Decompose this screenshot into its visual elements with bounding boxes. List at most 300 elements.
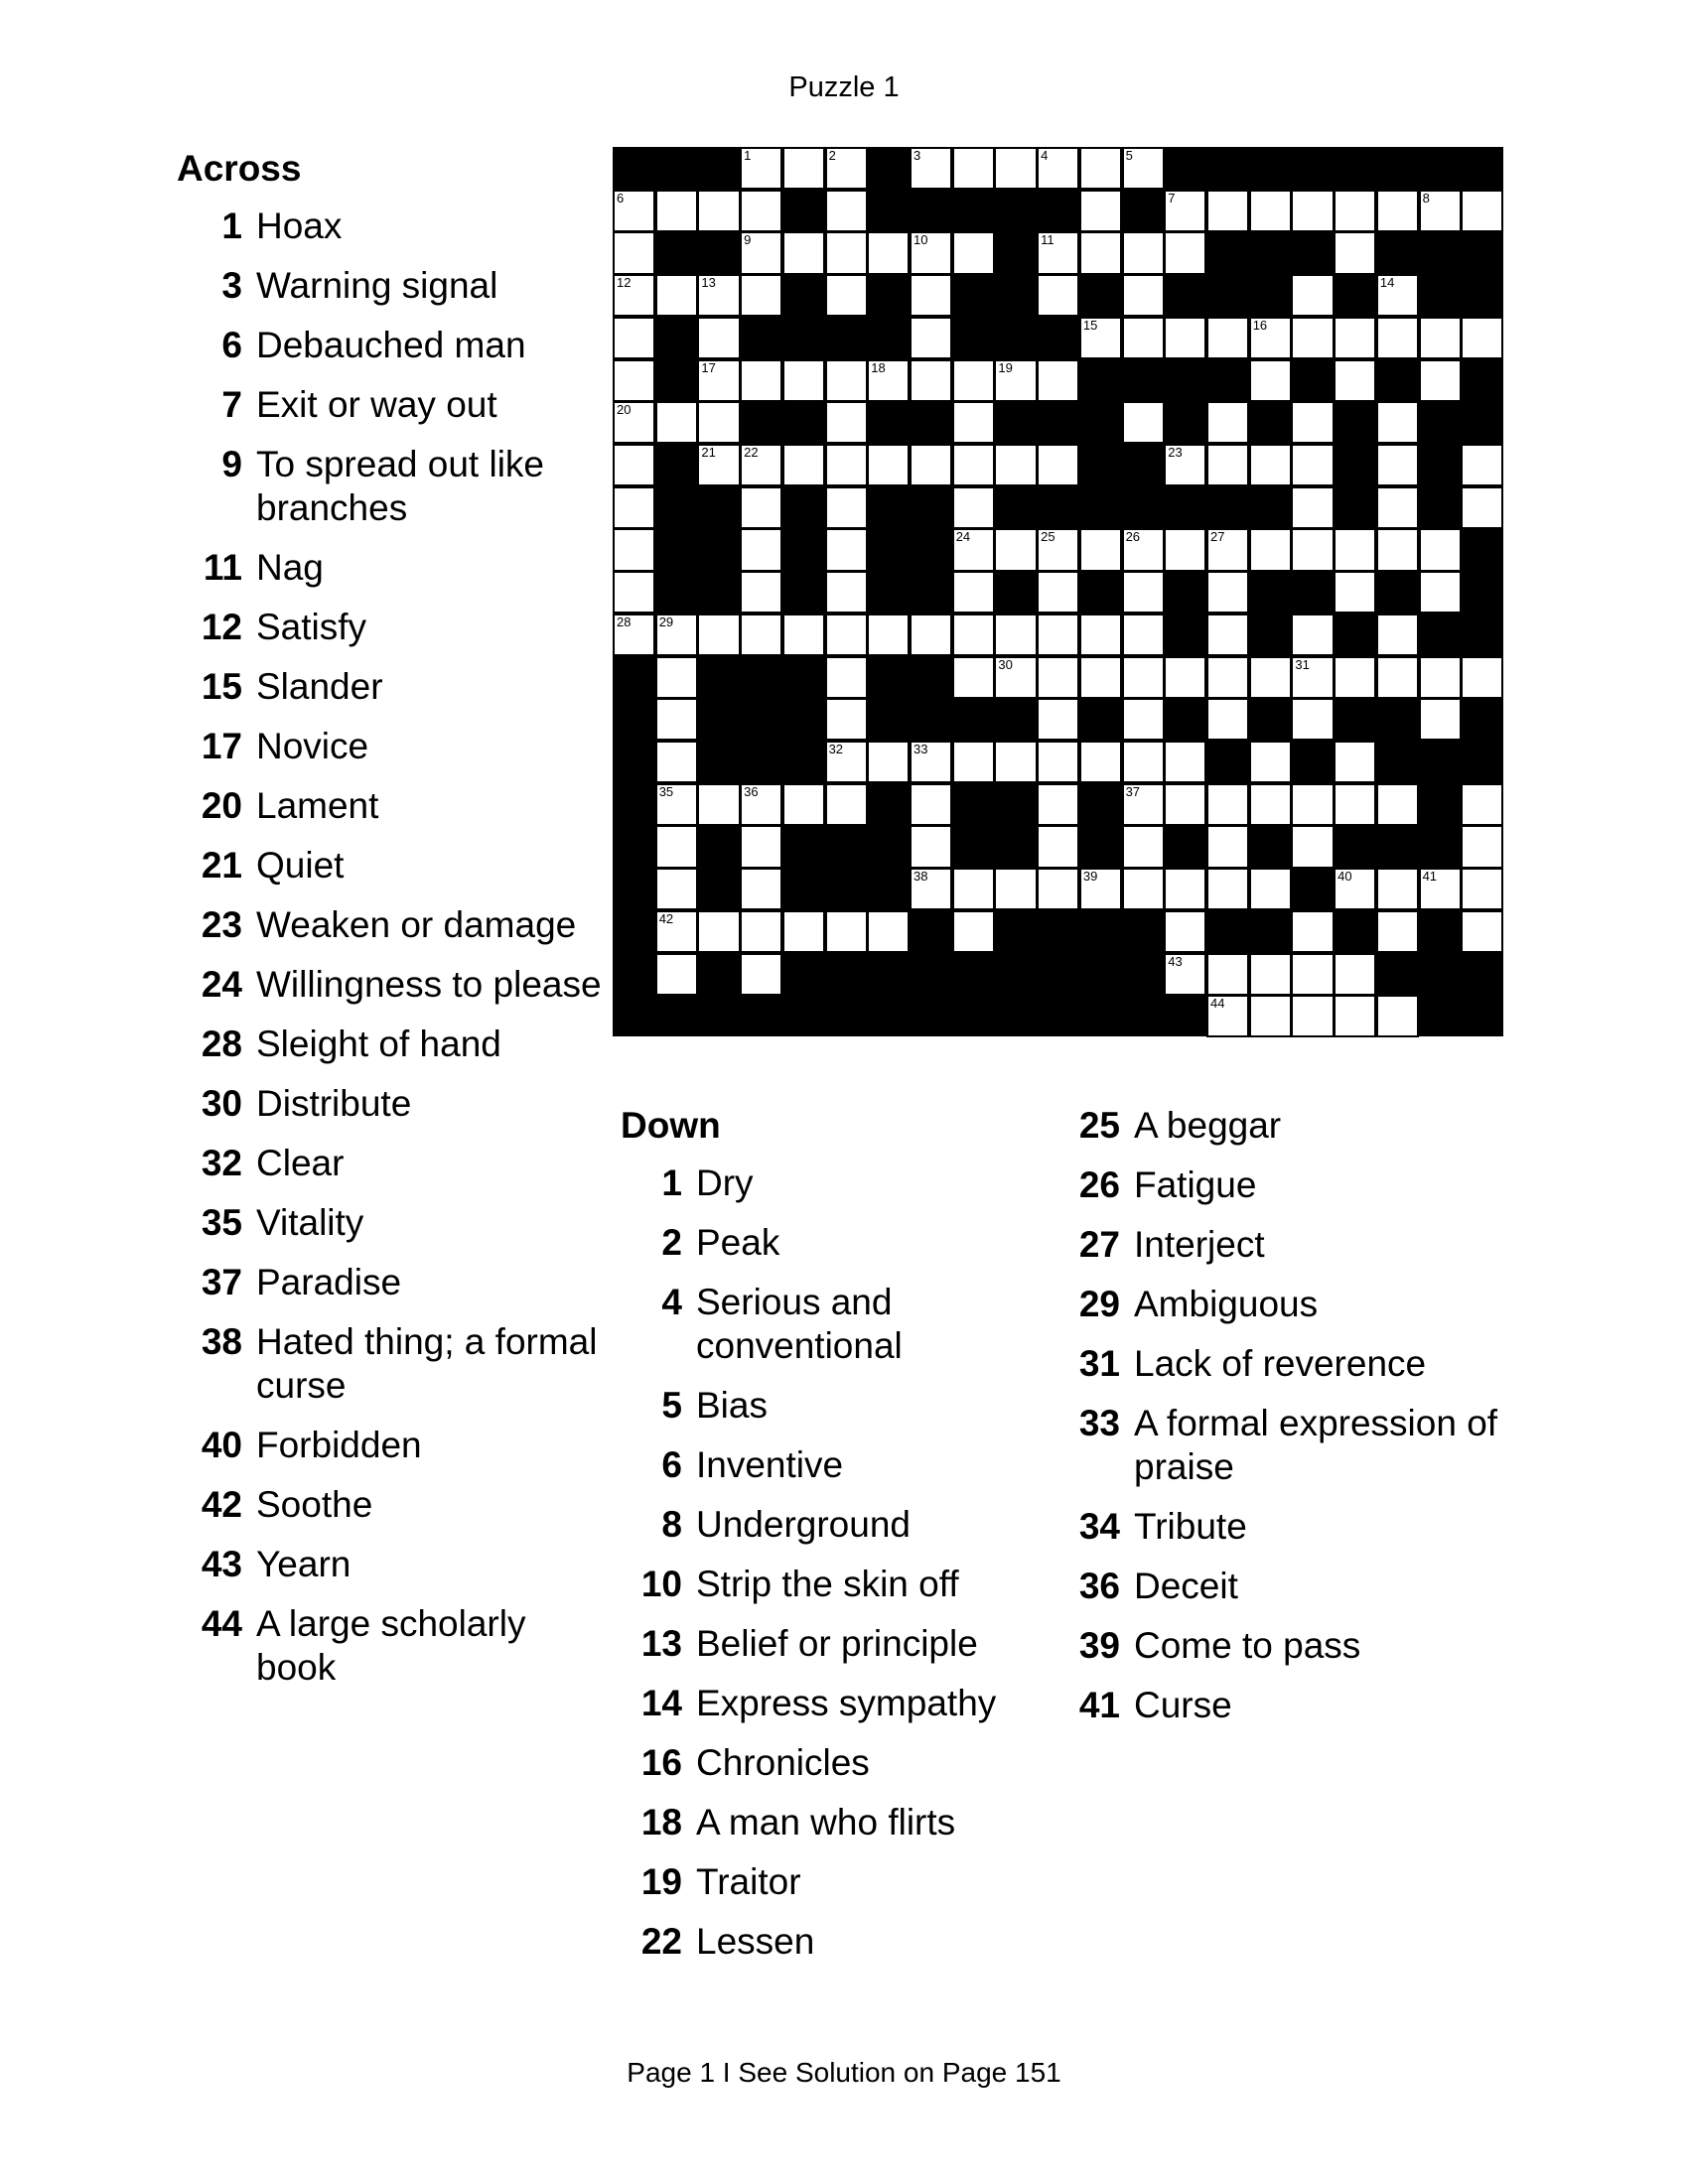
grid-cell[interactable] [740,614,782,656]
grid-cell[interactable] [697,910,740,953]
grid-cell[interactable] [952,147,995,190]
clue-item [187,784,614,828]
grid-cell[interactable] [697,614,740,656]
cell-number: 1 [744,148,752,163]
grid-cell[interactable] [1291,190,1334,232]
grid-cell[interactable] [1334,953,1376,996]
clue-text: Distribute [256,1083,412,1124]
grid-cell[interactable] [1376,783,1419,826]
clue-item [1064,1402,1501,1489]
cell-number: 29 [658,614,674,629]
grid-cell[interactable] [1206,656,1249,699]
grid-cell[interactable] [1122,698,1165,741]
grid-cell[interactable] [655,656,698,699]
grid-cell[interactable] [825,783,868,826]
grid-cell[interactable] [740,825,782,868]
clue-number: 27 [1078,1224,1120,1265]
grid-cell[interactable] [1334,317,1376,359]
grid-cell[interactable] [1164,741,1206,783]
grid-cell[interactable] [613,614,655,656]
grid-cell[interactable] [1334,995,1376,1037]
grid-cell[interactable] [1291,317,1334,359]
grid-cell[interactable] [910,783,952,826]
grid-cell[interactable] [994,741,1037,783]
grid-cell[interactable] [1122,825,1165,868]
clue-text: Nag [256,547,324,588]
grid-cell[interactable] [952,910,995,953]
grid-cell[interactable] [613,317,655,359]
grid-cell[interactable] [1037,783,1079,826]
grid-cell[interactable] [910,317,952,359]
clue-number: 11 [203,547,242,588]
cell-number: 32 [828,742,844,756]
grid-cell[interactable] [1122,656,1165,699]
clue-item [187,1543,614,1586]
grid-cell[interactable] [1122,317,1165,359]
clue-text: Lessen [696,1921,815,1962]
cell-number: 10 [914,232,928,248]
grid-cell[interactable] [952,231,995,274]
grid-cell[interactable] [1461,783,1503,826]
grid-cell[interactable] [740,359,782,402]
grid-cell[interactable] [825,571,868,614]
grid-cell[interactable] [825,486,868,529]
grid-cell[interactable] [1164,783,1206,826]
grid-cell[interactable] [1249,317,1292,359]
grid-cell[interactable] [994,656,1037,699]
clue-number: 13 [640,1623,682,1664]
grid-cell[interactable] [1164,231,1206,274]
grid-cell[interactable] [1249,528,1292,571]
clue-number: 31 [1078,1343,1120,1384]
grid-cell[interactable] [1037,231,1079,274]
grid-cell[interactable] [782,444,825,486]
clue-item [1064,1684,1501,1727]
grid-cell[interactable] [1461,317,1503,359]
cell-number: 39 [1082,869,1098,885]
grid-cell[interactable] [1291,444,1334,486]
grid-cell[interactable] [994,444,1037,486]
grid-cell[interactable] [1037,741,1079,783]
grid-cell[interactable] [740,190,782,232]
grid-cell[interactable] [1249,868,1292,910]
grid-cell[interactable] [1164,190,1206,232]
grid-cell[interactable] [1376,614,1419,656]
grid-cell[interactable] [1037,698,1079,741]
grid-cell[interactable] [994,528,1037,571]
grid-cell[interactable] [1164,528,1206,571]
grid-cell[interactable] [782,359,825,402]
grid-cell[interactable] [1419,571,1462,614]
grid-cell[interactable] [1122,868,1165,910]
grid-cell[interactable] [1037,359,1079,402]
cell-number: 21 [701,445,716,460]
grid-cell[interactable] [952,401,995,444]
clue-text: Quiet [256,845,345,886]
grid-cell[interactable] [697,783,740,826]
clue-item [187,665,614,709]
grid-cell[interactable] [1206,401,1249,444]
grid-cell[interactable] [994,147,1037,190]
clue-item [1064,1223,1501,1267]
grid-cell[interactable] [613,486,655,529]
grid-cell[interactable] [910,147,952,190]
grid-cell[interactable] [1461,190,1503,232]
grid-cell[interactable] [655,614,698,656]
grid-cell[interactable] [1376,486,1419,529]
grid-cell[interactable] [994,359,1037,402]
grid-cell[interactable] [1376,274,1419,317]
grid-cell[interactable] [697,359,740,402]
grid-cell[interactable] [1334,190,1376,232]
grid-cell[interactable] [1376,444,1419,486]
grid-cell[interactable] [1206,444,1249,486]
grid-cell[interactable] [1122,741,1165,783]
grid-cell[interactable] [1291,274,1334,317]
clue-number: 26 [1078,1164,1120,1205]
grid-cell[interactable] [1419,868,1462,910]
grid-cell[interactable] [1122,614,1165,656]
clue-text: A large scholarly book [256,1603,526,1688]
grid-cell[interactable] [1419,656,1462,699]
grid-cell[interactable] [1249,190,1292,232]
cell-number: 35 [658,783,674,799]
grid-cell[interactable] [1079,528,1122,571]
down-clue-list [621,1104,1038,1979]
grid-cell[interactable] [952,656,995,699]
grid-cell[interactable] [1122,231,1165,274]
clue-number: 34 [1078,1506,1120,1547]
grid-cell[interactable] [1164,910,1206,953]
grid-cell[interactable] [1291,783,1334,826]
grid-cell[interactable] [1376,190,1419,232]
grid-cell[interactable] [1037,274,1079,317]
grid-cell[interactable] [867,444,910,486]
grid-cell[interactable] [655,953,698,996]
grid-cell[interactable] [952,614,995,656]
grid-cell[interactable] [910,359,952,402]
grid-cell[interactable] [1334,571,1376,614]
clue-item [1064,1565,1501,1608]
grid-cell[interactable] [613,444,655,486]
grid-cell[interactable] [1291,825,1334,868]
grid-cell[interactable] [1206,698,1249,741]
grid-cell[interactable] [1206,825,1249,868]
grid-cell[interactable] [1461,656,1503,699]
grid-cell[interactable] [655,698,698,741]
grid-cell[interactable] [825,147,868,190]
grid-cell[interactable] [697,190,740,232]
grid-cell[interactable] [1122,147,1165,190]
grid-cell[interactable] [1206,953,1249,996]
grid-cell[interactable] [1291,698,1334,741]
clue-number: 39 [1078,1625,1120,1666]
grid-cell[interactable] [655,401,698,444]
grid-cell[interactable] [1461,910,1503,953]
grid-cell[interactable] [1079,147,1122,190]
grid-cell[interactable] [867,614,910,656]
cell-number: 22 [744,445,759,460]
grid-cell[interactable] [1249,953,1292,996]
clue-item [187,443,614,530]
grid-cell[interactable] [825,444,868,486]
grid-cell[interactable] [1079,868,1122,910]
clue-text: Debauched man [256,325,526,365]
grid-cell[interactable] [1291,910,1334,953]
clue-text: Slander [256,666,383,707]
clue-item [187,1320,614,1408]
grid-cell[interactable] [1376,995,1419,1037]
grid-cell[interactable] [1291,528,1334,571]
grid-cell[interactable] [1334,231,1376,274]
grid-cell[interactable] [867,910,910,953]
clue-item [627,1161,1038,1205]
grid-cell[interactable] [1079,656,1122,699]
grid-cell[interactable] [1334,741,1376,783]
grid-cell[interactable] [1206,995,1249,1037]
grid-cell[interactable] [1461,825,1503,868]
grid-cell[interactable] [1291,401,1334,444]
grid-cell[interactable] [1037,656,1079,699]
grid-cell[interactable] [613,401,655,444]
grid-cell[interactable] [740,783,782,826]
grid-cell[interactable] [1037,147,1079,190]
grid-cell[interactable] [1206,190,1249,232]
grid-cell[interactable] [825,741,868,783]
grid-cell[interactable] [1249,444,1292,486]
grid-cell[interactable] [1376,910,1419,953]
cell-number: 13 [701,275,716,291]
grid-cell[interactable] [825,528,868,571]
clue-number: 4 [661,1282,682,1322]
cell-number: 36 [744,783,759,799]
grid-cell[interactable] [740,868,782,910]
grid-cell[interactable] [1206,783,1249,826]
grid-cell[interactable] [1376,868,1419,910]
clue-text: Serious and conventional [696,1282,903,1366]
grid-cell[interactable] [697,401,740,444]
grid-cell[interactable] [1376,317,1419,359]
grid-cell[interactable] [1419,317,1462,359]
grid-cell[interactable] [994,614,1037,656]
grid-cell[interactable] [1376,401,1419,444]
grid-cell[interactable] [1037,528,1079,571]
clue-text: A man who flirts [696,1802,956,1843]
grid-cell[interactable] [740,528,782,571]
grid-cell[interactable] [825,190,868,232]
grid-cell[interactable] [1249,656,1292,699]
grid-cell[interactable] [655,783,698,826]
grid-cell[interactable] [867,359,910,402]
grid-cell[interactable] [952,868,995,910]
grid-cell[interactable] [1122,274,1165,317]
grid-cell[interactable] [1249,741,1292,783]
grid-cell[interactable] [1206,868,1249,910]
grid-cell[interactable] [1291,953,1334,996]
grid-cell[interactable] [1249,995,1292,1037]
clue-text: Novice [256,726,369,766]
grid-cell[interactable] [952,444,995,486]
grid-cell[interactable] [1122,528,1165,571]
grid-cell[interactable] [613,571,655,614]
grid-cell[interactable] [952,359,995,402]
grid-cell[interactable] [1079,317,1122,359]
grid-cell[interactable] [1419,698,1462,741]
grid-cell[interactable] [1206,528,1249,571]
clue-item [1064,1104,1501,1148]
grid-cell[interactable] [655,741,698,783]
cell-number: 37 [1125,783,1141,799]
grid-cell[interactable] [910,614,952,656]
grid-cell[interactable] [782,614,825,656]
grid-cell[interactable] [740,274,782,317]
grid-cell[interactable] [1079,614,1122,656]
grid-cell[interactable] [1291,995,1334,1037]
grid-cell[interactable] [1249,783,1292,826]
clue-number: 1 [661,1162,682,1203]
grid-cell[interactable] [1164,953,1206,996]
clue-number: 43 [201,1544,242,1584]
grid-cell[interactable] [910,444,952,486]
grid-cell[interactable] [655,825,698,868]
grid-cell[interactable] [910,825,952,868]
grid-cell[interactable] [825,274,868,317]
grid-cell[interactable] [910,231,952,274]
cell-number: 42 [658,910,674,926]
grid-cell[interactable] [825,359,868,402]
grid-cell[interactable] [1122,571,1165,614]
grid-cell[interactable] [1334,656,1376,699]
cell-number: 26 [1125,529,1141,545]
clue-text: To spread out like branches [256,444,545,528]
grid-cell[interactable] [867,231,910,274]
grid-cell[interactable] [655,190,698,232]
grid-cell[interactable] [1461,486,1503,529]
grid-cell[interactable] [1419,359,1462,402]
grid-cell[interactable] [994,868,1037,910]
grid-cell[interactable] [613,231,655,274]
grid-cell[interactable] [740,147,782,190]
grid-cell[interactable] [1291,614,1334,656]
grid-cell[interactable] [1037,868,1079,910]
grid-cell[interactable] [1334,783,1376,826]
grid-cell[interactable] [825,614,868,656]
grid-cell[interactable] [1334,868,1376,910]
grid-cell[interactable] [613,190,655,232]
grid-cell[interactable] [1419,190,1462,232]
grid-cell[interactable] [697,274,740,317]
grid-cell[interactable] [1079,231,1122,274]
clue-text: Warning signal [256,265,498,306]
grid-cell[interactable] [1079,741,1122,783]
grid-cell[interactable] [655,910,698,953]
grid-cell[interactable] [825,231,868,274]
grid-cell[interactable] [1291,486,1334,529]
grid-cell[interactable] [825,910,868,953]
clue-item [187,324,614,367]
grid-cell[interactable] [1122,401,1165,444]
grid-cell[interactable] [1079,190,1122,232]
grid-cell[interactable] [867,741,910,783]
grid-cell[interactable] [1376,656,1419,699]
grid-cell[interactable] [740,953,782,996]
grid-cell[interactable] [740,231,782,274]
clue-item [187,205,614,248]
grid-cell[interactable] [655,868,698,910]
grid-cell[interactable] [1419,528,1462,571]
grid-cell[interactable] [1164,656,1206,699]
grid-cell[interactable] [740,444,782,486]
grid-cell[interactable] [1037,571,1079,614]
grid-cell[interactable] [613,359,655,402]
grid-cell[interactable] [910,274,952,317]
clue-item [1064,1342,1501,1386]
clue-number: 6 [661,1444,682,1485]
grid-cell[interactable] [825,656,868,699]
clue-item [627,1384,1038,1428]
cell-number: 17 [701,359,716,375]
grid-cell[interactable] [697,317,740,359]
grid-cell[interactable] [1461,444,1503,486]
clue-text: Vitality [256,1202,364,1243]
grid-cell[interactable] [782,231,825,274]
grid-cell[interactable] [1334,528,1376,571]
grid-cell[interactable] [1164,317,1206,359]
grid-cell[interactable] [782,783,825,826]
clue-text: Fatigue [1134,1164,1257,1205]
grid-cell[interactable] [1376,528,1419,571]
grid-cell[interactable] [952,571,995,614]
grid-cell[interactable] [1249,359,1292,402]
grid-cell[interactable] [655,274,698,317]
cell-number: 19 [998,359,1013,375]
grid-cell[interactable] [613,274,655,317]
grid-cell[interactable] [910,741,952,783]
cell-number: 12 [617,275,632,291]
grid-cell[interactable] [952,741,995,783]
cell-number: 4 [1041,148,1049,163]
grid-cell[interactable] [825,698,868,741]
grid-cell[interactable] [1461,868,1503,910]
cell-number: 44 [1210,996,1225,1012]
grid-cell[interactable] [740,571,782,614]
grid-cell[interactable] [1164,868,1206,910]
clue-number: 33 [1078,1403,1120,1443]
grid-cell[interactable] [1037,444,1079,486]
grid-cell[interactable] [1291,656,1334,699]
grid-cell[interactable] [740,910,782,953]
clue-number: 25 [1078,1105,1120,1146]
grid-cell[interactable] [910,868,952,910]
grid-cell[interactable] [952,486,995,529]
grid-cell[interactable] [1122,783,1165,826]
grid-cell[interactable] [952,528,995,571]
grid-cell[interactable] [1206,614,1249,656]
grid-cell[interactable] [1037,825,1079,868]
grid-cell[interactable] [1206,317,1249,359]
grid-cell[interactable] [825,401,868,444]
grid-cell[interactable] [740,486,782,529]
grid-cell[interactable] [1037,614,1079,656]
grid-cell[interactable] [1164,444,1206,486]
grid-cell[interactable] [697,444,740,486]
grid-cell[interactable] [1206,571,1249,614]
cell-number: 3 [914,148,921,163]
grid-cell[interactable] [1334,359,1376,402]
grid-cell[interactable] [782,910,825,953]
grid-cell[interactable] [782,147,825,190]
grid-cell[interactable] [613,528,655,571]
